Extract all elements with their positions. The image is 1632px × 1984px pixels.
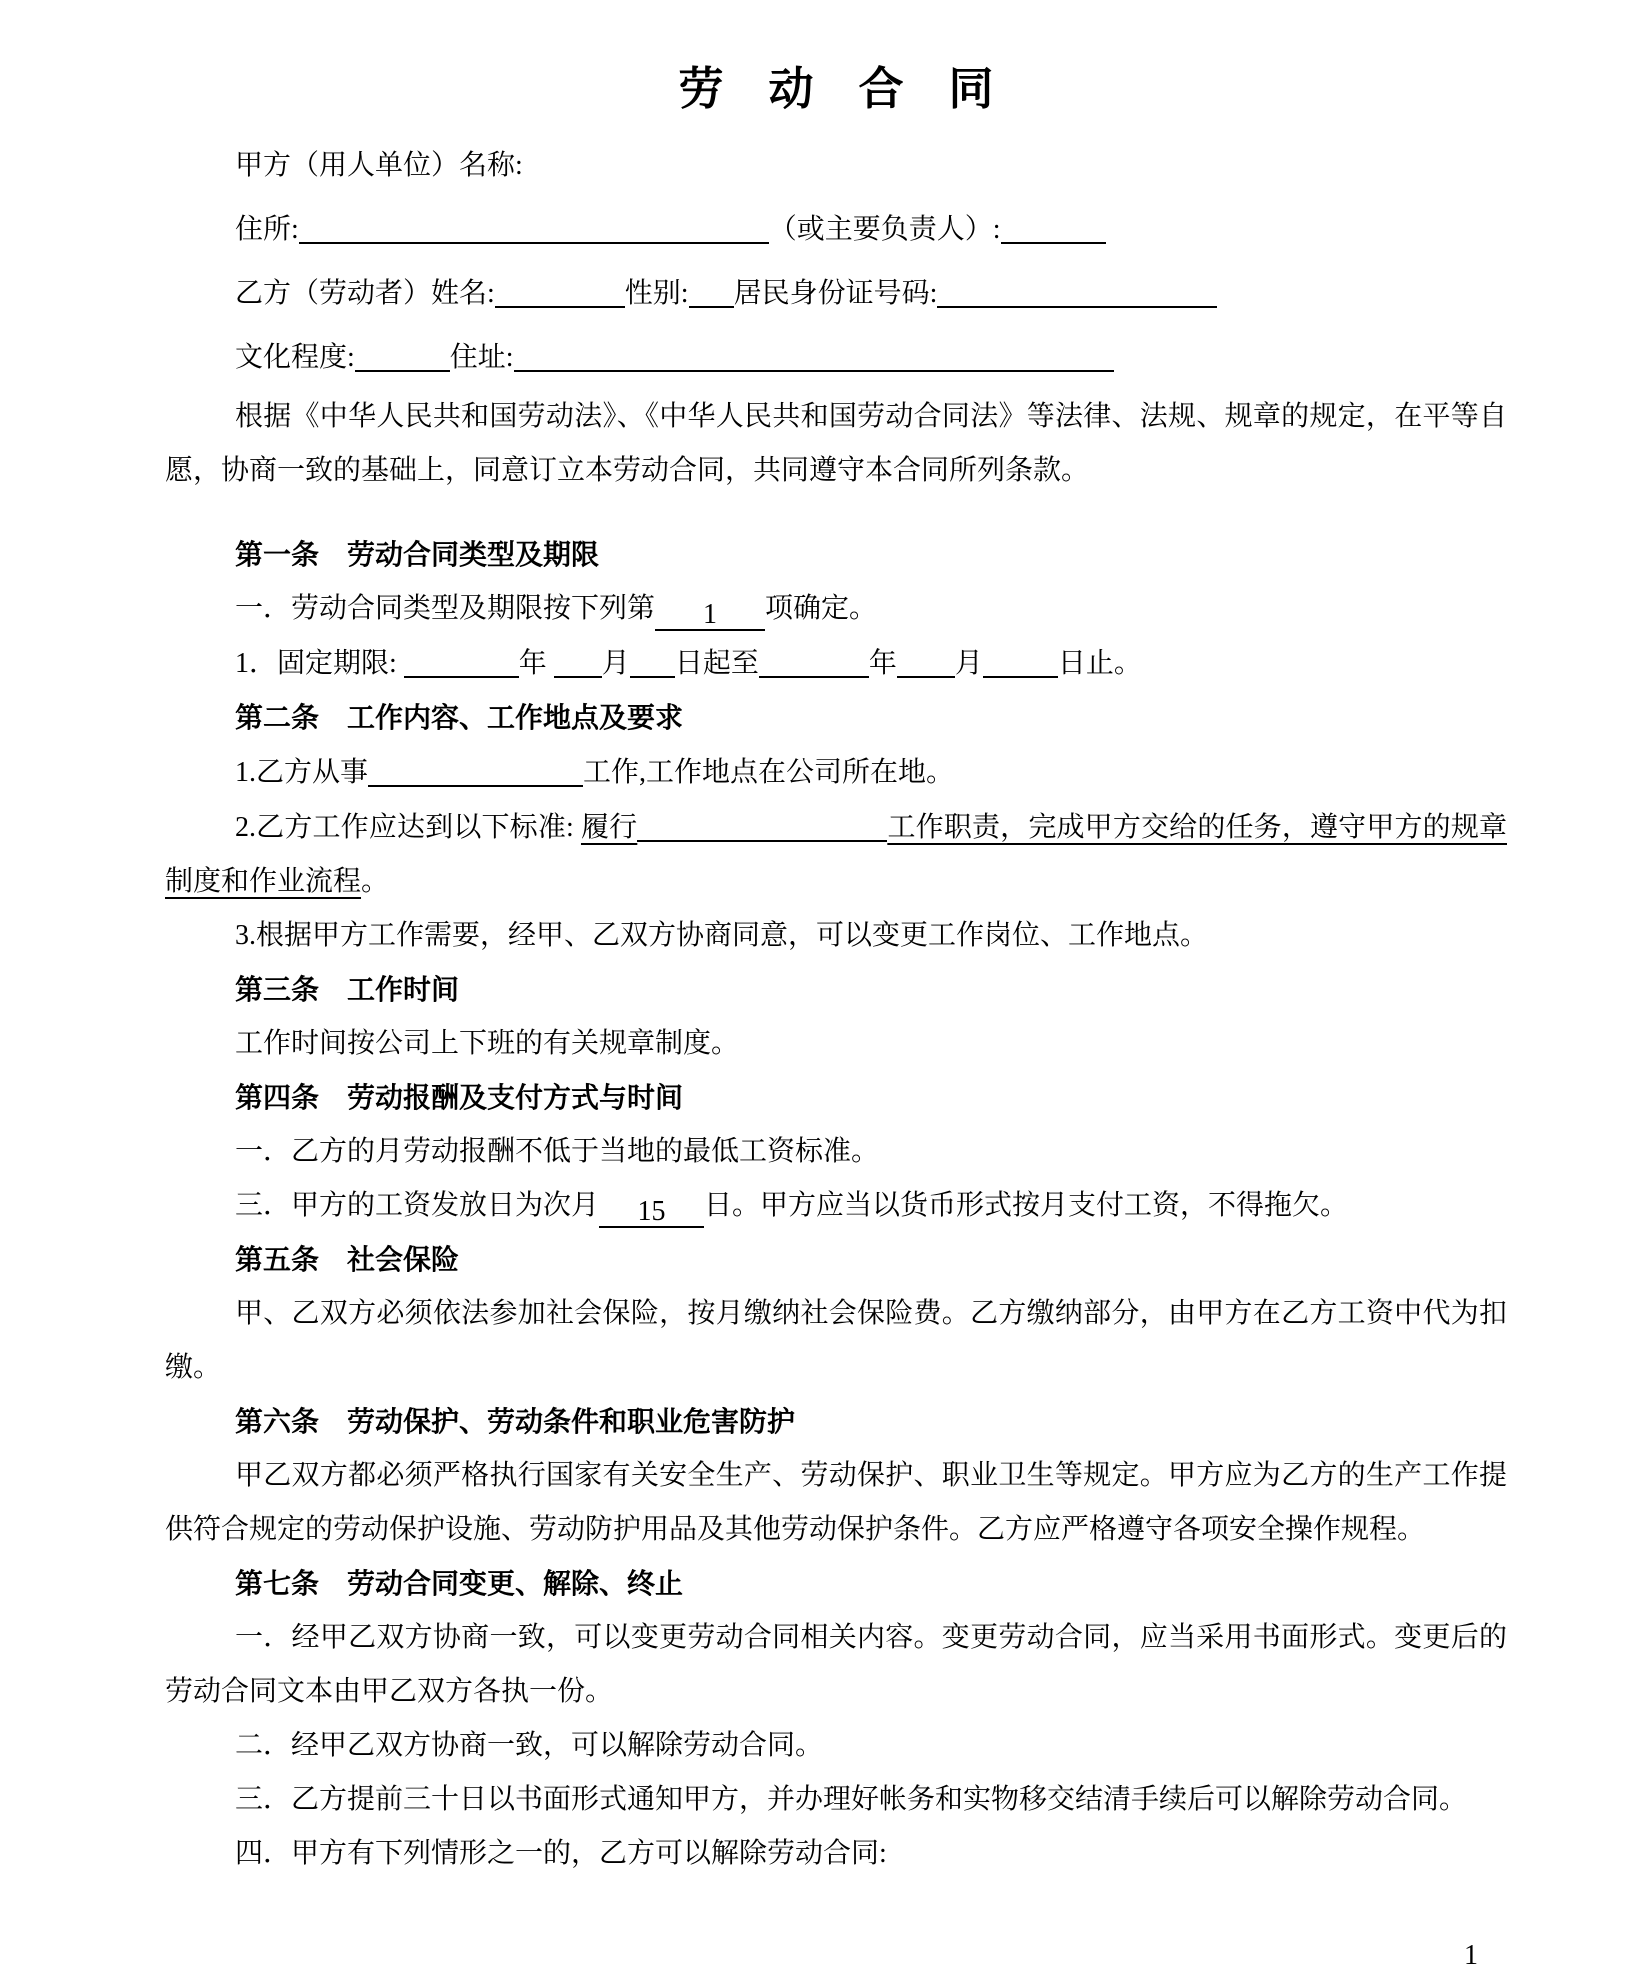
clause3-heading: 第三条 工作时间	[235, 974, 460, 1005]
home-address-label: 住址:	[449, 342, 514, 373]
education-label: 文化程度:	[235, 342, 355, 373]
clause2-item1-post: 工作,工作地点在公司所在地。	[583, 757, 955, 788]
fixed-term-label: 1．固定期限:	[235, 648, 404, 679]
end-day-label: 日止。	[1057, 648, 1142, 679]
clause7-item2: 二．经甲乙双方协商一致，可以解除劳动合同。	[235, 1730, 824, 1761]
contract-type-option-blank[interactable]: 1	[655, 595, 765, 631]
id-number-label: 居民身份证号码:	[733, 278, 938, 309]
clause6-heading: 第六条 劳动保护、劳动条件和职业危害防护	[235, 1406, 796, 1437]
party-b-identity-line	[165, 262, 1507, 326]
clause4-item2-pre: 三．甲方的工资发放日为次月	[235, 1190, 600, 1221]
party-b-name-label: 乙方（劳动者）姓名:	[235, 278, 495, 309]
address-blank[interactable]	[299, 208, 769, 244]
clause1-item1-pre: 一．劳动合同类型及期限按下列第	[235, 593, 656, 624]
clause2-item3: 3.根据甲方工作需要，经甲、乙双方协商同意，可以变更工作岗位、工作地点。	[235, 920, 1209, 951]
clause1-heading: 第一条 劳动合同类型及期限	[235, 539, 600, 570]
clause1-item1-post: 项确定。	[765, 593, 878, 624]
party-a-name-label: 甲方（用人单位）名称:	[235, 150, 523, 181]
clause2-item2-end: 。	[361, 866, 390, 897]
party-b-name-blank[interactable]	[495, 272, 625, 308]
start-year-blank[interactable]	[404, 642, 519, 678]
clause3-item1: 工作时间按公司上下班的有关规章制度。	[235, 1028, 740, 1059]
clause1-item1	[165, 582, 1507, 636]
clause7-heading: 第七条 劳动合同变更、解除、终止	[235, 1568, 684, 1599]
end-month-blank[interactable]	[897, 642, 955, 678]
party-b-education-line	[165, 326, 1507, 390]
clause4-item1: 一．乙方的月劳动报酬不低于当地的最低工资标准。	[235, 1136, 880, 1167]
clause2-heading: 第二条 工作内容、工作地点及要求	[235, 702, 684, 733]
clause2-item1	[165, 745, 1507, 800]
start-day-blank[interactable]	[630, 642, 675, 678]
clause7-item1: 一．经甲乙双方协商一致，可以变更劳动合同相关内容。变更劳动合同，应当采用书面形式。变更后的劳动合同文本由甲乙双方各执一份。	[165, 1622, 1507, 1707]
home-address-blank[interactable]	[514, 336, 1114, 372]
clause4-item2-post: 日。甲方应当以货币形式按月支付工资，不得拖欠。	[704, 1190, 1349, 1221]
principal-blank[interactable]	[1001, 208, 1106, 244]
clause5-item1: 甲、乙双方必须依法参加社会保险，按月缴纳社会保险费。乙方缴纳部分，由甲方在乙方工资中代为扣缴。	[165, 1298, 1507, 1383]
clause2-item2-fill-prefix: 履行	[580, 812, 638, 843]
end-day-blank[interactable]	[983, 642, 1058, 678]
clause2-item2	[165, 800, 1507, 909]
clause7-item4: 四．甲方有下列情形之一的，乙方可以解除劳动合同:	[235, 1838, 887, 1869]
start-month-blank[interactable]	[554, 642, 602, 678]
clause4-item2	[165, 1179, 1507, 1233]
clause5-heading: 第五条 社会保险	[235, 1244, 460, 1275]
gender-blank[interactable]	[689, 272, 734, 308]
address-label: 住所:	[235, 214, 299, 245]
end-month-label: 月	[954, 648, 983, 679]
job-title-blank[interactable]	[368, 751, 583, 787]
page-number: 1	[1464, 1940, 1478, 1971]
clause4-heading: 第四条 劳动报酬及支付方式与时间	[235, 1082, 684, 1113]
clause2-item2-fill-suffix: 工作职责，完成甲方交给的任务，遵守甲方的规章制度和作业流程	[165, 812, 1507, 897]
job-duty-blank[interactable]	[637, 806, 887, 842]
principal-label: （或主要负责人）:	[768, 214, 1001, 245]
start-year-label: 年	[518, 648, 554, 679]
clause1-item2	[165, 636, 1507, 691]
page-title: 劳 动 合 同	[678, 64, 994, 114]
end-year-label: 年	[868, 648, 897, 679]
gender-label: 性别:	[624, 278, 689, 309]
clause7-item3: 三．乙方提前三十日以书面形式通知甲方，并办理好帐务和实物移交结清手续后可以解除劳动合同。	[235, 1784, 1468, 1815]
party-a-name-line	[165, 134, 1507, 198]
end-year-blank[interactable]	[759, 642, 869, 678]
id-number-blank[interactable]	[937, 272, 1217, 308]
clause6-item1: 甲乙双方都必须严格执行国家有关安全生产、劳动保护、职业卫生等规定。甲方应为乙方的生产工作提供符合规定的劳动保护设施、劳动防护用品及其他劳动保护条件。乙方应严格遵守各项安全操作规程。	[165, 1460, 1507, 1545]
education-blank[interactable]	[355, 336, 450, 372]
party-a-address-line	[165, 198, 1507, 262]
clause2-item1-pre: 1.乙方从事	[235, 757, 369, 788]
start-day-label: 日起至	[674, 648, 759, 679]
pay-day-blank[interactable]: 15	[599, 1192, 704, 1228]
intro-paragraph: 根据《中华人民共和国劳动法》、《中华人民共和国劳动合同法》等法律、法规、规章的规定，在平等自愿，协商一致的基础上，同意订立本劳动合同，共同遵守本合同所列条款。	[165, 401, 1507, 486]
start-month-label: 月	[601, 648, 630, 679]
clause2-item2-pre: 2.乙方工作应达到以下标准:	[235, 812, 581, 843]
